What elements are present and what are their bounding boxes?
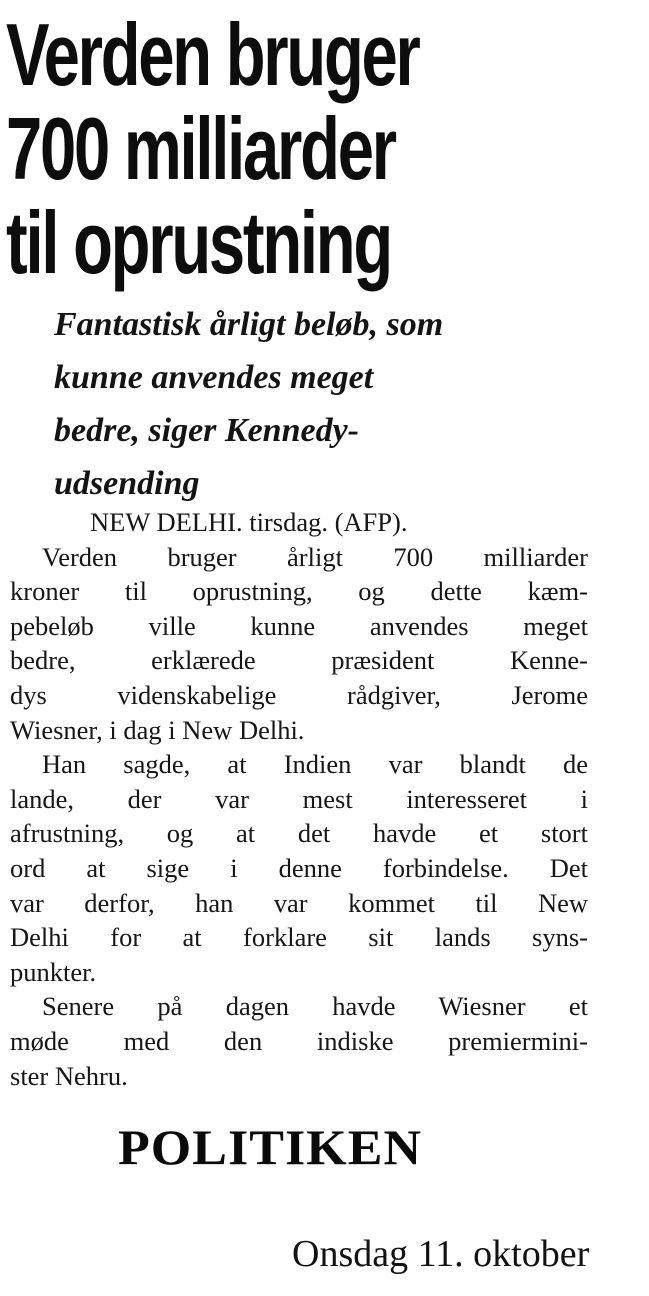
headline <box>6 5 419 292</box>
headline-line: Verden bruger <box>6 5 419 104</box>
paragraph <box>10 989 588 1093</box>
body-line: Senere på dagen havde Wiesner et <box>42 991 588 1022</box>
paragraph <box>10 747 588 989</box>
subheadline-line: kunne anvendes meget <box>54 359 374 396</box>
headline-line: 700 milliarder <box>6 99 395 198</box>
article-body <box>10 505 588 1093</box>
subheadline <box>54 298 614 510</box>
body-line: bedre, erklærede præsident Kenne- <box>10 645 588 676</box>
newspaper-masthead: POLITIKEN <box>118 1119 423 1175</box>
subheadline-line: Fantastisk årligt beløb, som <box>54 306 444 343</box>
paragraph <box>10 540 588 748</box>
body-line: punkter. <box>10 956 97 987</box>
body-line: pebeløb ville kunne anvendes meget <box>10 610 588 641</box>
body-line: lande, der var mest interesseret i <box>10 783 588 814</box>
body-line: Verden bruger årligt 700 milliarder <box>42 541 588 572</box>
body-line: afrustning, og at det havde et stort <box>10 818 588 849</box>
publication-date: Onsdag 11. oktober <box>292 1233 590 1275</box>
body-line: ord at sige i denne forbindelse. Det <box>10 852 588 883</box>
body-line: kroner til oprustning, og dette kæm- <box>10 576 588 607</box>
body-line: dys videnskabelige rådgiver, Jerome <box>10 679 588 710</box>
headline-line: til oprustning <box>6 193 391 292</box>
body-line: ster Nehru. <box>10 1060 128 1091</box>
dateline: NEW DELHI. tirsdag. (AFP). <box>90 507 408 537</box>
subheadline-line: bedre, siger Kennedy- <box>54 412 360 449</box>
subheadline-line: udsending <box>54 465 200 502</box>
body-line: Delhi for at forklare sit lands syns- <box>10 922 588 953</box>
body-line: møde med den indiske premiermini- <box>10 1025 588 1056</box>
body-line: var derfor, han var kommet til New <box>10 887 588 918</box>
body-line: Wiesner, i dag i New Delhi. <box>10 714 305 745</box>
body-line: Han sagde, at Indien var blandt de <box>42 749 588 780</box>
